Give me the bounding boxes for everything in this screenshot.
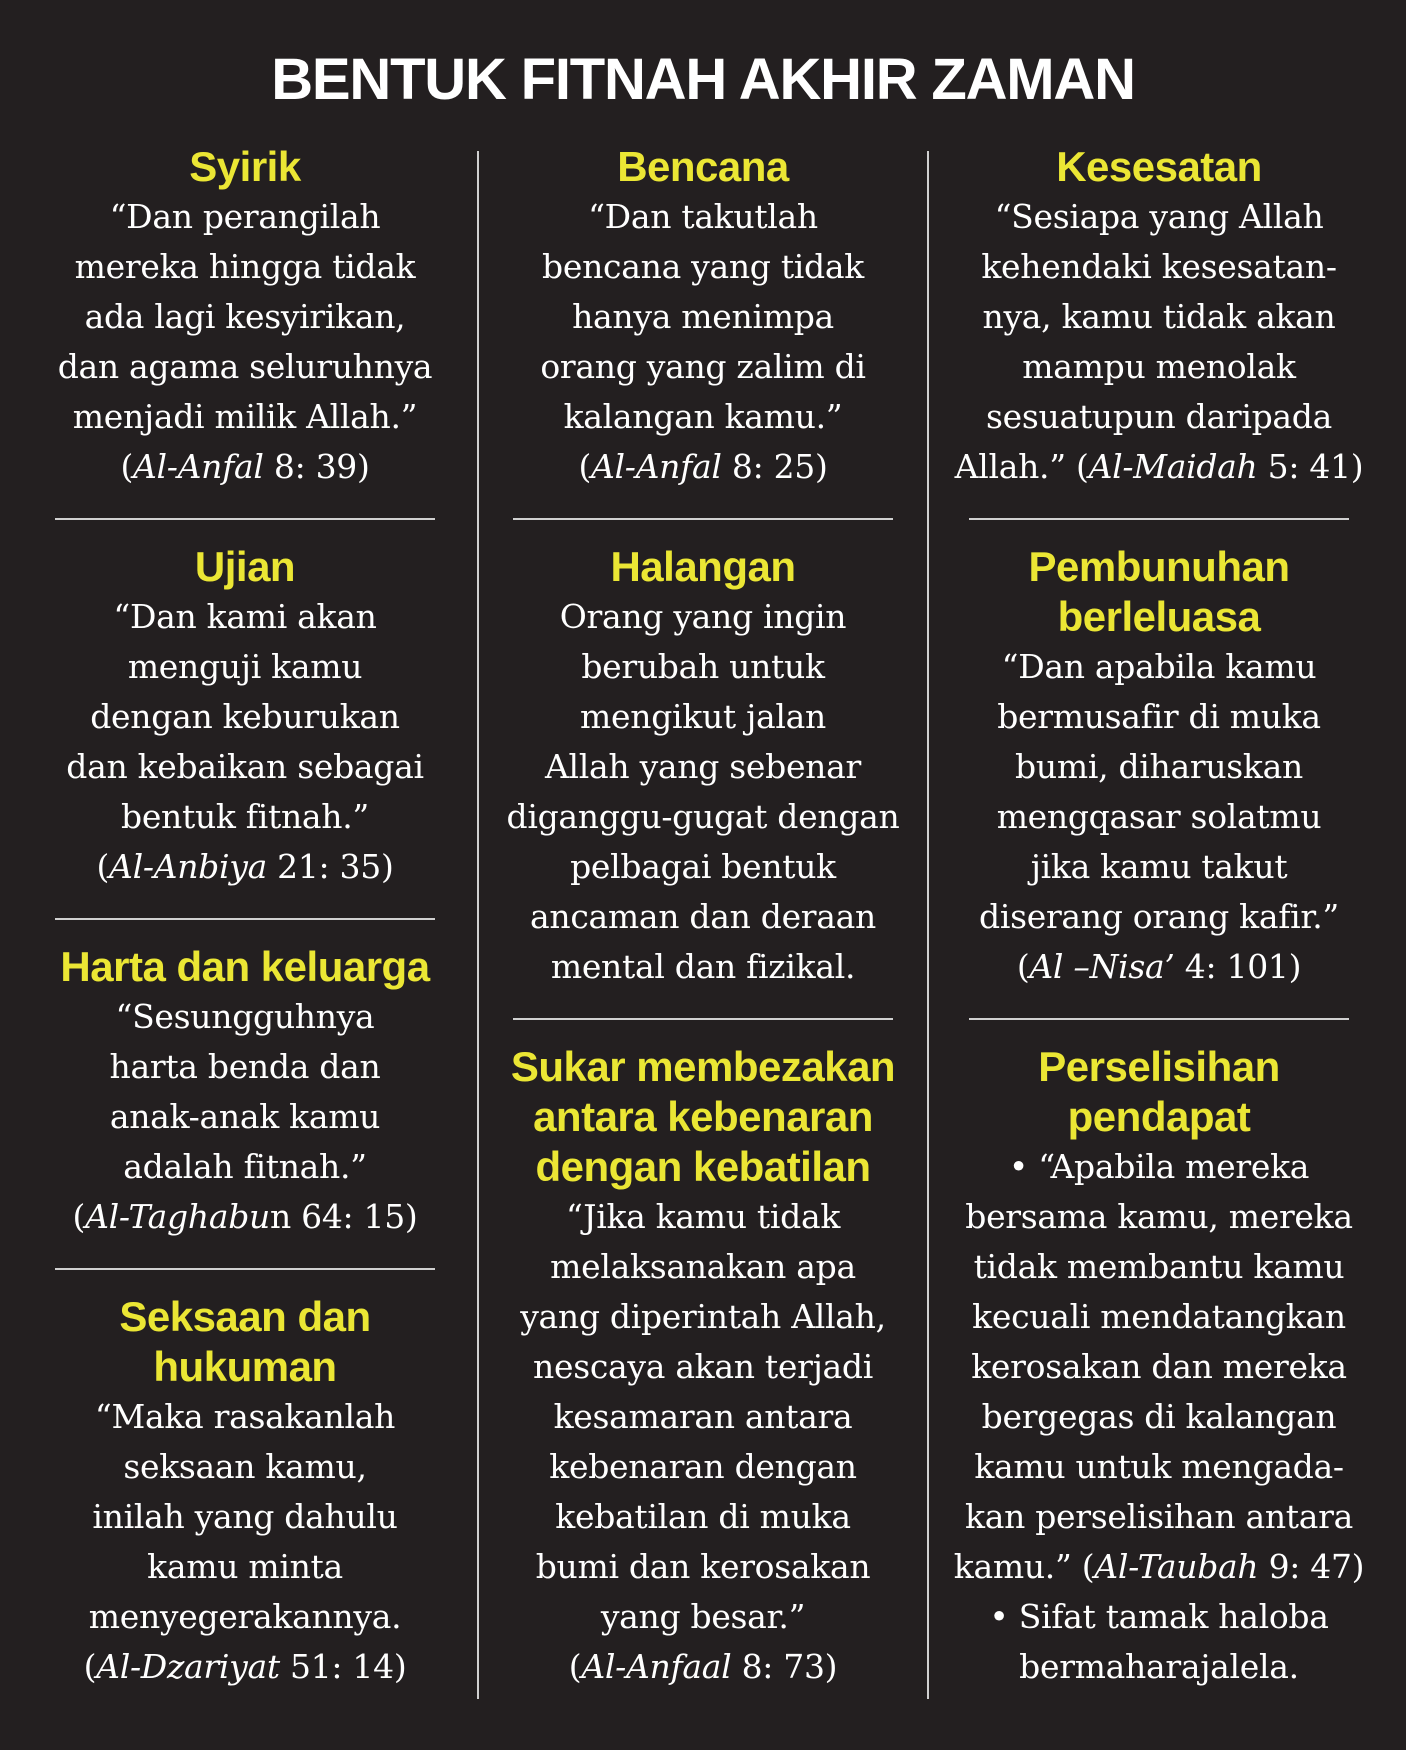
body-line: bumi dan kerosakan: [535, 1547, 871, 1586]
section-heading: antara kebenaran: [533, 1093, 873, 1140]
section-heading: Pembunuhan: [1028, 543, 1290, 590]
text-segment: n 64: 15): [269, 1197, 418, 1236]
section-divider: [35, 892, 455, 942]
body-line: kan perselisihan antara: [965, 1497, 1353, 1536]
text-segment: (: [568, 1647, 582, 1686]
text-segment: 8: 39): [263, 447, 370, 486]
body-line: [493, 442, 913, 492]
body-line: [35, 1642, 455, 1692]
body-line: Allah yang sebenar: [545, 747, 861, 786]
section-syirik: [35, 142, 455, 492]
text-segment: 4: 101): [1174, 947, 1302, 986]
body-line: kebatilan di muka: [555, 1497, 851, 1536]
body-line: kesamaran antara: [553, 1397, 853, 1436]
section-divider: [949, 992, 1369, 1042]
body-line: mereka hingga tidak: [74, 247, 416, 286]
text-segment: 21: 35): [266, 847, 394, 886]
body-line: nya, kamu tidak akan: [982, 297, 1336, 336]
column-divider: [927, 151, 929, 1699]
column-divider: [477, 151, 479, 1699]
text-segment: (: [1016, 947, 1030, 986]
body-line: kalangan kamu.”: [563, 397, 843, 436]
body-line: melaksanakan apa: [550, 1247, 856, 1286]
body-line: diserang orang kafir.”: [979, 897, 1339, 936]
text-segment: (: [83, 1647, 97, 1686]
body-line: bentuk fitnah.”: [121, 797, 369, 836]
surah-name: Al-Anbiya: [109, 847, 267, 886]
text-segment: Allah.” (: [954, 447, 1089, 486]
divider-line: [513, 1018, 893, 1020]
section-heading: berleluasa: [1057, 593, 1261, 640]
text-segment: 5: 41): [1257, 447, 1364, 486]
surah-name: Al-Anfal: [591, 447, 722, 486]
body-line: berubah untuk: [581, 647, 825, 686]
body-line: inilah yang dahulu: [92, 1497, 398, 1536]
text-segment: 9: 47): [1258, 1547, 1365, 1586]
body-line: “Sesungguhnya: [115, 997, 375, 1036]
surah-name: Al-Taghabu: [85, 1197, 270, 1236]
body-line: [35, 1192, 455, 1242]
column-left: [35, 142, 455, 1692]
body-line: ada lagi kesyirikan,: [84, 297, 406, 336]
section-kesesatan: [949, 142, 1369, 492]
body-line: bersama kamu, mereka: [965, 1197, 1353, 1236]
body-line: harta benda dan: [109, 1047, 381, 1086]
body-line: “Dan takutlah: [588, 197, 818, 236]
surah-name: Al-Anfal: [133, 447, 264, 486]
section-heading: hukuman: [153, 1343, 337, 1390]
section-heading: Perselisihan: [1038, 1043, 1280, 1090]
section-heading: pendapat: [1067, 1093, 1251, 1140]
body-line: bermusafir di muka: [997, 697, 1321, 736]
body-line: kebenaran dengan: [549, 1447, 857, 1486]
section-heading: Syirik: [189, 143, 301, 190]
body-line: bencana yang tidak: [542, 247, 864, 286]
section-seksaan-dan-hukuman: [35, 1292, 455, 1692]
body-line: “Dan kami akan: [113, 597, 377, 636]
body-line: mampu menolak: [1022, 347, 1296, 386]
column-middle: [493, 142, 913, 1692]
body-line: mental dan fizikal.: [550, 947, 856, 986]
body-line: [949, 1542, 1369, 1592]
section-heading: Bencana: [617, 143, 789, 190]
section-harta-dan-keluarga: [35, 942, 455, 1242]
text-segment: 51: 14): [279, 1647, 407, 1686]
body-line: “Dan apabila kamu: [1001, 647, 1317, 686]
body-line: yang besar.”: [600, 1597, 806, 1636]
body-line: • Sifat tamak haloba: [989, 1597, 1329, 1636]
body-line: diganggu-gugat dengan: [506, 797, 900, 836]
body-line: • “Apabila mereka: [1008, 1147, 1310, 1186]
body-line: “Maka rasakanlah: [94, 1397, 396, 1436]
section-heading: Ujian: [194, 543, 296, 590]
text-segment: 8: 25): [721, 447, 828, 486]
body-line: seksaan kamu,: [123, 1447, 367, 1486]
section-halangan: [493, 542, 913, 992]
body-line: dengan keburukan: [90, 697, 400, 736]
body-line: menjadi milik Allah.”: [72, 397, 418, 436]
body-line: [35, 842, 455, 892]
section-heading: Harta dan keluarga: [60, 943, 430, 990]
body-line: bumi, diharuskan: [1015, 747, 1303, 786]
text-segment: (: [120, 447, 134, 486]
body-line: kerosakan dan mereka: [971, 1347, 1347, 1386]
divider-line: [55, 1268, 435, 1270]
divider-line: [55, 918, 435, 920]
body-line: adalah fitnah.”: [123, 1147, 367, 1186]
body-line: [35, 442, 455, 492]
body-line: “Jika kamu tidak: [565, 1197, 841, 1236]
section-bencana: [493, 142, 913, 492]
text-segment: (: [72, 1197, 86, 1236]
surah-name: Al-Dzariyat: [96, 1647, 280, 1686]
body-line: kecuali mendatangkan: [972, 1297, 1346, 1336]
text-segment: (: [578, 447, 592, 486]
section-heading: Halangan: [610, 543, 796, 590]
section-divider: [949, 492, 1369, 542]
surah-name: Al –Nisa’: [1029, 947, 1175, 986]
body-line: mengikut jalan: [580, 697, 826, 736]
body-line: [949, 442, 1369, 492]
body-line: “Sesiapa yang Allah: [994, 197, 1324, 236]
body-line: anak-anak kamu: [109, 1097, 381, 1136]
body-line: menyegerakannya.: [88, 1597, 402, 1636]
surah-name: Al-Maidah: [1088, 447, 1258, 486]
section-divider: [35, 492, 455, 542]
divider-line: [969, 518, 1349, 520]
body-line: dan agama seluruhnya: [57, 347, 433, 386]
section-heading: Seksaan dan: [119, 1293, 371, 1340]
surah-name: Al-Taubah: [1094, 1547, 1259, 1586]
section-heading: dengan kebatilan: [535, 1143, 871, 1190]
text-segment: 8: 73): [731, 1647, 838, 1686]
text-segment: (: [96, 847, 110, 886]
body-line: [493, 1642, 913, 1692]
text-segment: kamu.” (: [953, 1547, 1095, 1586]
body-line: tidak membantu kamu: [973, 1247, 1345, 1286]
body-line: sesuatupun daripada: [986, 397, 1332, 436]
surah-name: Al-Anfaal: [581, 1647, 732, 1686]
page-title: BENTUK FITNAH AKHIR ZAMAN: [271, 47, 1135, 112]
section-divider: [35, 1242, 455, 1292]
body-line: nescaya akan terjadi: [533, 1347, 873, 1386]
divider-line: [55, 518, 435, 520]
section-heading: Sukar membezakan: [510, 1043, 896, 1090]
body-line: yang diperintah Allah,: [520, 1297, 886, 1336]
divider-line: [513, 518, 893, 520]
body-line: ancaman dan deraan: [530, 897, 876, 936]
body-line: jika kamu takut: [1030, 847, 1288, 886]
body-line: mengqasar solatmu: [996, 797, 1322, 836]
section-divider: [493, 492, 913, 542]
body-line: pelbagai bentuk: [570, 847, 836, 886]
body-line: kamu untuk mengada-: [974, 1447, 1344, 1486]
section-divider: [493, 992, 913, 1042]
body-line: bergegas di kalangan: [981, 1397, 1337, 1436]
section-ujian: [35, 542, 455, 892]
section-heading: Kesesatan: [1056, 143, 1262, 190]
body-line: “Dan perangilah: [109, 197, 381, 236]
body-line: kehendaki kesesatan-: [981, 247, 1337, 286]
body-line: menguji kamu: [127, 647, 363, 686]
divider-line: [969, 1018, 1349, 1020]
section-pembunuhan-berleluasa: [949, 542, 1369, 992]
section-sukar-membezakan-antara-kebenaran-dengan-kebatilan: [493, 1042, 913, 1692]
body-line: dan kebaikan sebagai: [66, 747, 424, 786]
body-line: orang yang zalim di: [540, 347, 866, 386]
body-line: Orang yang ingin: [559, 597, 847, 636]
column-right: [949, 142, 1369, 1692]
body-line: kamu minta: [147, 1547, 343, 1586]
body-line: [949, 942, 1369, 992]
body-line: hanya menimpa: [572, 297, 834, 336]
section-perselisihan-pendapat: [949, 1042, 1369, 1692]
body-line: bermaharajalela.: [1019, 1647, 1299, 1686]
